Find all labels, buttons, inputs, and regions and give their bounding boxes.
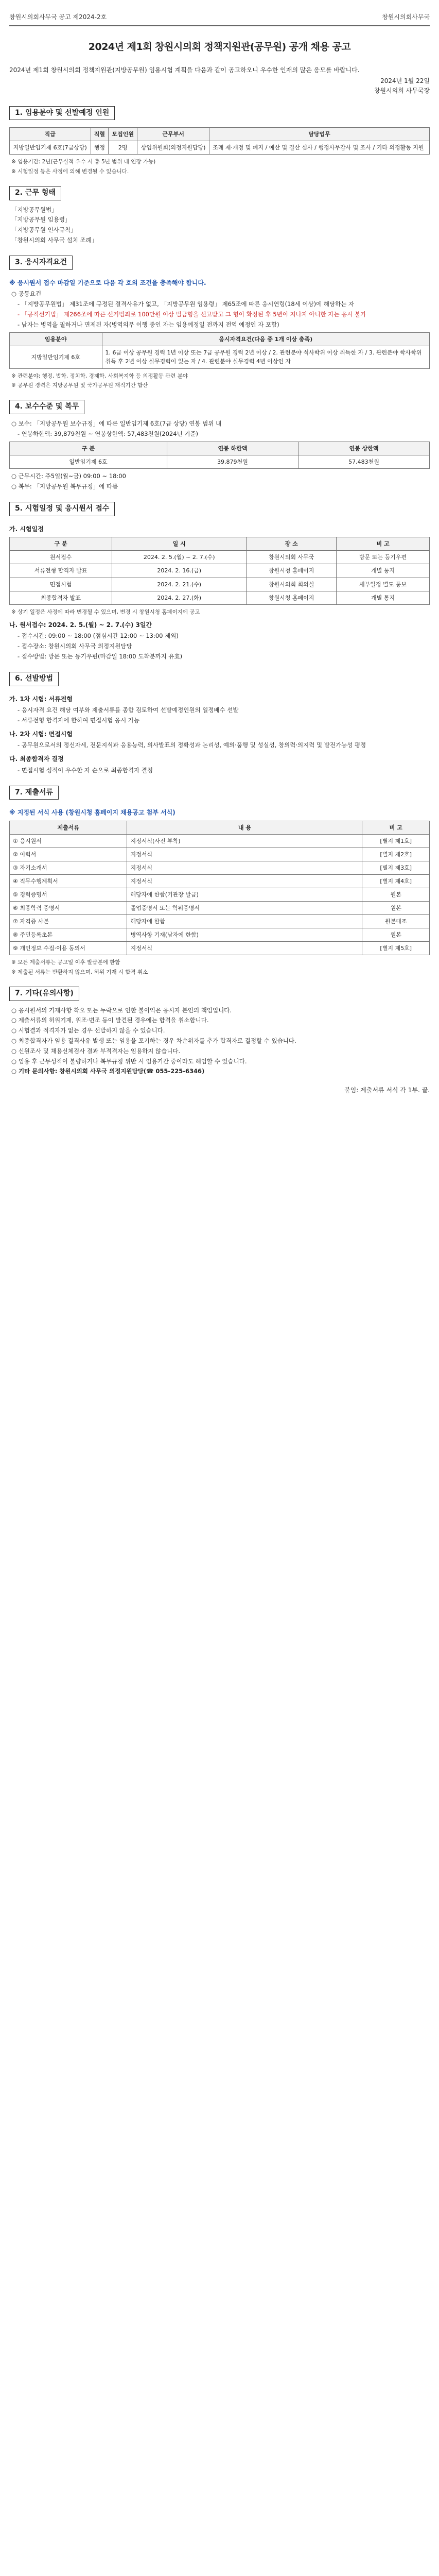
contact-info: ○ 기타 문의사항: 창원시의회 사무국 의정지원담당(☎ 055-225-6346) [11, 1067, 205, 1075]
section-subtitle: ※ 지정된 서식 사용 (창원시청 홈페이지 채용공고 첨부 서식) [9, 809, 175, 817]
org-signature: 창원시의회 사무국장 [374, 87, 430, 95]
list-item: ○ 시험결과 적격자가 없는 경우 선발하지 않을 수 있습니다. [11, 1027, 165, 1035]
issuing-office: 창원시의회사무국 [382, 13, 430, 21]
document-header [9, 12, 430, 26]
table-row [10, 346, 430, 368]
list-item: ○ 신원조사 및 채용신체검사 결과 부적격자는 임용하지 않습니다. [11, 1047, 181, 1055]
cell-doc: ⑨ 개인정보 수집·이용 동의서 [10, 942, 127, 955]
list-item: ○ 임용 후 근무성적이 불량하거나 복무규정 위반 시 임용기간 중이라도 해임할 수 있습니다. [11, 1057, 247, 1065]
cell-max: 57,483천원 [298, 455, 429, 469]
list-item: - 연봉하한액: 39,879천원 ~ 연봉상한액: 57,483천원(2024년 기준) [17, 430, 199, 437]
section-subtitle: 나. 원서접수: 2024. 2. 5.(월) ~ 2. 7.(수) 3일간 [9, 621, 152, 629]
cell-step: 면접시험 [10, 578, 112, 591]
eligibility-table [9, 332, 430, 368]
section-eligibility [9, 256, 430, 389]
table-row [10, 455, 430, 469]
cell-type: 일반임기제 6호 [10, 455, 167, 469]
section-title: 7. 제출서류 [9, 786, 59, 800]
table-row [10, 861, 430, 875]
cell-when: 2024. 2. 27.(화) [112, 591, 247, 604]
cell-duty: 조례 제·개정 및 폐지 / 예산 및 결산 심사 / 행정사무감사 및 조사 / 기타 의정활동 지원 [209, 141, 430, 155]
section-documents [9, 786, 430, 976]
table-row [10, 141, 430, 155]
list-item: ○ 복무: 「지방공무원 복무규정」에 따름 [11, 483, 118, 490]
cell-note: 원본 [362, 928, 430, 942]
table-row [10, 902, 430, 915]
table-row [10, 591, 430, 604]
cell-where: 창원시청 홈페이지 [247, 591, 337, 604]
list-item: - 응시자격 요건 해당 여부와 제출서류를 종합 검토하여 선발예정인원의 일정배수 선발 [17, 706, 239, 714]
table-row [10, 942, 430, 955]
col-header: 연봉 하한액 [167, 442, 298, 455]
col-header: 직렬 [91, 128, 109, 141]
intro-text: 2024년 제1회 창원시의회 정책지원관(지방공무원) 임용시험 계획을 다음과 같이 공고하오니 우수한 인재의 많은 응모를 바랍니다. [9, 66, 360, 74]
note: ※ 관련분야: 행정, 법학, 정치학, 경제학, 사회복지학 등 의정활동 관련 분야 [11, 372, 188, 379]
table-row [10, 834, 430, 848]
col-header: 비 고 [362, 821, 430, 834]
section-title: 5. 시험일정 및 응시원서 접수 [9, 502, 115, 516]
table-row [10, 551, 430, 564]
cell-desc: 지정서식(사진 부착) [127, 834, 362, 848]
section-title: 7. 기타(유의사항) [9, 987, 79, 1001]
cell-doc: ⑧ 주민등록초본 [10, 928, 127, 942]
table-row [10, 888, 430, 902]
cell-note: 원본대조 [362, 915, 430, 928]
list-item: - 남자는 병역을 필하거나 면제된 자(병역의무 이행 중인 자는 임용예정일 전까지 전역 예정인 자 포함) [17, 320, 279, 328]
list-item: ○ 공통요건 [11, 290, 42, 298]
list-item: ○ 응시원서의 기재사항 착오 또는 누락으로 인한 불이익은 응시자 본인의 책임입니다. [11, 1006, 232, 1014]
cell-field: 지방일반임기제 6호 [10, 346, 102, 368]
cell-when: 2024. 2. 16.(금) [112, 564, 247, 578]
cell-requirements: 1. 6급 이상 공무원 경력 1년 이상 또는 7급 공무원 경력 2년 이상 / 2. 관련분야 석사학위 이상 취득한 자 / 3. 관련분야 학사학위 취득 후 2년 이상 실무경력이 있는 자 / 4. 관련분야 실무경력 4년 이상인 자 [102, 346, 429, 368]
cell-count: 2명 [109, 141, 137, 155]
cell-desc: 지정서식 [127, 875, 362, 888]
cell-note: 개별 통지 [337, 564, 430, 578]
table-row [10, 564, 430, 578]
cell-desc: 졸업증명서 또는 학위증명서 [127, 902, 362, 915]
section-notices [9, 987, 430, 1095]
list-item: ○ 제출서류의 허위기재, 위조·변조 등이 발견된 경우에는 합격을 취소합니다. [11, 1016, 209, 1024]
list-item: 「지방공무원법」 [11, 206, 58, 213]
cell-note: [별지 제5호] [362, 942, 430, 955]
cell-note: 원본 [362, 902, 430, 915]
cell-when: 2024. 2. 21.(수) [112, 578, 247, 591]
table-row [10, 875, 430, 888]
cell-when: 2024. 2. 5.(월) ~ 2. 7.(수) [112, 551, 247, 564]
col-header: 구 분 [10, 442, 167, 455]
cell-note: 세부일정 별도 통보 [337, 578, 430, 591]
section-title: 1. 임용분야 및 선발예정 인원 [9, 106, 115, 121]
list-item: ○ 최종합격자가 임용 결격사유 발생 또는 임용을 포기하는 경우 차순위자를 추가 합격자로 결정할 수 있습니다. [11, 1037, 296, 1045]
list-item: 「지방공무원 인사규칙」 [11, 226, 77, 234]
cell-doc: ⑦ 자격증 사본 [10, 915, 127, 928]
list-item: - 공무원으로서의 정신자세, 전문지식과 응용능력, 의사발표의 정확성과 논리성, 예의·품행 및 성실성, 창의력·의지력 및 발전가능성 평정 [17, 741, 366, 749]
col-header: 비 고 [337, 537, 430, 551]
col-header: 연봉 상한액 [298, 442, 429, 455]
col-header: 일 시 [112, 537, 247, 551]
note: ※ 상기 일정은 사정에 따라 변경될 수 있으며, 변경 시 창원시청 홈페이지에 공고 [11, 608, 200, 615]
section-subtitle: 가. 시험일정 [9, 525, 44, 533]
note: ※ 임용기간: 2년(근무실적 우수 시 총 5년 범위 내 연장 가능) [11, 159, 156, 165]
cell-min: 39,879천원 [167, 455, 298, 469]
col-header: 모집인원 [109, 128, 137, 141]
section-recruitment [9, 106, 430, 176]
cell-note: 원본 [362, 888, 430, 902]
list-item: 「창원시의회 사무국 설치 조례」 [11, 236, 98, 244]
cell-note: [별지 제1호] [362, 834, 430, 848]
cell-desc: 병역사항 기재(남자에 한함) [127, 928, 362, 942]
table-row [10, 848, 430, 861]
table-row [10, 928, 430, 942]
table-row [10, 915, 430, 928]
cell-doc: ① 응시원서 [10, 834, 127, 848]
announcement-date: 2024년 1월 22일 [380, 77, 430, 85]
cell-step: 원서접수 [10, 551, 112, 564]
cell-desc: 해당자에 한함(기관장 발급) [127, 888, 362, 902]
note: ※ 제출된 서류는 반환하지 않으며, 허위 기재 시 합격 취소 [11, 969, 148, 975]
table-row [10, 578, 430, 591]
section-subtitle: 가. 1차 시험: 서류전형 [9, 695, 73, 703]
announcement-page [0, 0, 439, 1111]
cell-desc: 지정서식 [127, 942, 362, 955]
schedule-table [9, 537, 430, 604]
section-title: 6. 선발방법 [9, 672, 59, 686]
list-item: - 「지방공무원법」 제31조에 규정된 결격사유가 없고, 「지방공무원 임용령」 제65조에 따른 응시연령(18세 이상)에 해당하는 자 [17, 300, 355, 308]
documents-table [9, 821, 430, 955]
note: ※ 모든 제출서류는 공고일 이후 발급분에 한함 [11, 959, 120, 966]
recruitment-table [9, 127, 430, 155]
cell-where: 창원시의회 사무국 [247, 551, 337, 564]
list-item: - 접수시간: 09:00 ~ 18:00 (점심시간 12:00 ~ 13:00 제외) [17, 632, 179, 640]
cell-step: 서류전형 합격자 발표 [10, 564, 112, 578]
cell-doc: ⑥ 최종학력 증명서 [10, 902, 127, 915]
cell-step: 최종합격자 발표 [10, 591, 112, 604]
attachment-line: 붙임: 제출서류 서식 각 1부. 끝. [344, 1087, 430, 1094]
col-header: 장 소 [247, 537, 337, 551]
cell-note: 개별 통지 [337, 591, 430, 604]
cell-doc: ④ 직무수행계획서 [10, 875, 127, 888]
col-header: 제출서류 [10, 821, 127, 834]
section-schedule [9, 502, 430, 662]
list-item: ○ 근무시간: 주5일(월~금) 09:00 ~ 18:00 [11, 472, 126, 480]
cell-desc: 해당자에 한함 [127, 915, 362, 928]
cell-desc: 지정서식 [127, 861, 362, 875]
col-header: 근무부서 [137, 128, 209, 141]
col-header: 내 용 [127, 821, 362, 834]
section-title: 2. 근무 형태 [9, 186, 61, 200]
cell-doc: ② 이력서 [10, 848, 127, 861]
section-salary [9, 400, 430, 492]
col-header: 임용분야 [10, 333, 102, 346]
cell-dept: 상임위원회(의정지원담당) [137, 141, 209, 155]
list-item: - 접수장소: 창원시의회 사무국 의정지원담당 [17, 642, 132, 650]
list-item: ○ 보수: 「지방공무원 보수규정」에 따른 일반임기제 6호(7급 상당) 연봉 범위 내 [11, 419, 222, 427]
list-item: - 면접시험 성적이 우수한 자 순으로 최종합격자 결정 [17, 766, 153, 774]
col-header: 구 분 [10, 537, 112, 551]
list-item: - 서류전형 합격자에 한하여 면접시험 응시 가능 [17, 717, 140, 724]
cell-note: 방문 또는 등기우편 [337, 551, 430, 564]
list-item: - 「공직선거법」 제266조에 따른 선거범죄로 100만원 이상 벌금형을 선고받고 그 형이 확정된 후 5년이 지나지 아니한 자는 응시 불가 [17, 310, 366, 318]
cell-note: [별지 제3호] [362, 861, 430, 875]
section-subtitle: 다. 최종합격자 결정 [9, 755, 64, 763]
cell-doc: ③ 자기소개서 [10, 861, 127, 875]
note: ※ 공무원 경력은 지방공무원 및 국가공무원 재직기간 합산 [11, 382, 148, 388]
announcement-number: 창원시의회사무국 공고 제2024-2호 [9, 13, 107, 21]
list-item: 「지방공무원 임용령」 [11, 216, 71, 224]
cell-doc: ⑤ 경력증명서 [10, 888, 127, 902]
col-header: 담당업무 [209, 128, 430, 141]
col-header: 직급 [10, 128, 91, 141]
section-legal-basis [9, 186, 430, 245]
cell-desc: 지정서식 [127, 848, 362, 861]
section-subtitle: ※ 응시원서 접수 마감일 기준으로 다음 각 호의 조건을 충족해야 합니다. [9, 279, 206, 286]
section-selection [9, 672, 430, 775]
section-title: 4. 보수수준 및 복무 [9, 400, 84, 414]
salary-table [9, 442, 430, 469]
page-title: 2024년 제1회 창원시의회 정책지원관(공무원) 공개 채용 공고 [88, 41, 351, 53]
cell-where: 창원시의회 회의실 [247, 578, 337, 591]
cell-where: 창원시청 홈페이지 [247, 564, 337, 578]
section-title: 3. 응시자격요건 [9, 256, 73, 270]
col-header: 응시자격요건(다음 중 1개 이상 충족) [102, 333, 429, 346]
cell-grade: 지방일반임기제 6호(7급상당) [10, 141, 91, 155]
note: ※ 시험일정 등은 사정에 의해 변경될 수 있습니다. [11, 168, 129, 175]
list-item: - 접수방법: 방문 또는 등기우편(마감일 18:00 도착분까지 유효) [17, 653, 183, 660]
cell-note: [별지 제2호] [362, 848, 430, 861]
cell-note: [별지 제4호] [362, 875, 430, 888]
section-subtitle: 나. 2차 시험: 면접시험 [9, 730, 73, 738]
cell-series: 행정 [91, 141, 109, 155]
